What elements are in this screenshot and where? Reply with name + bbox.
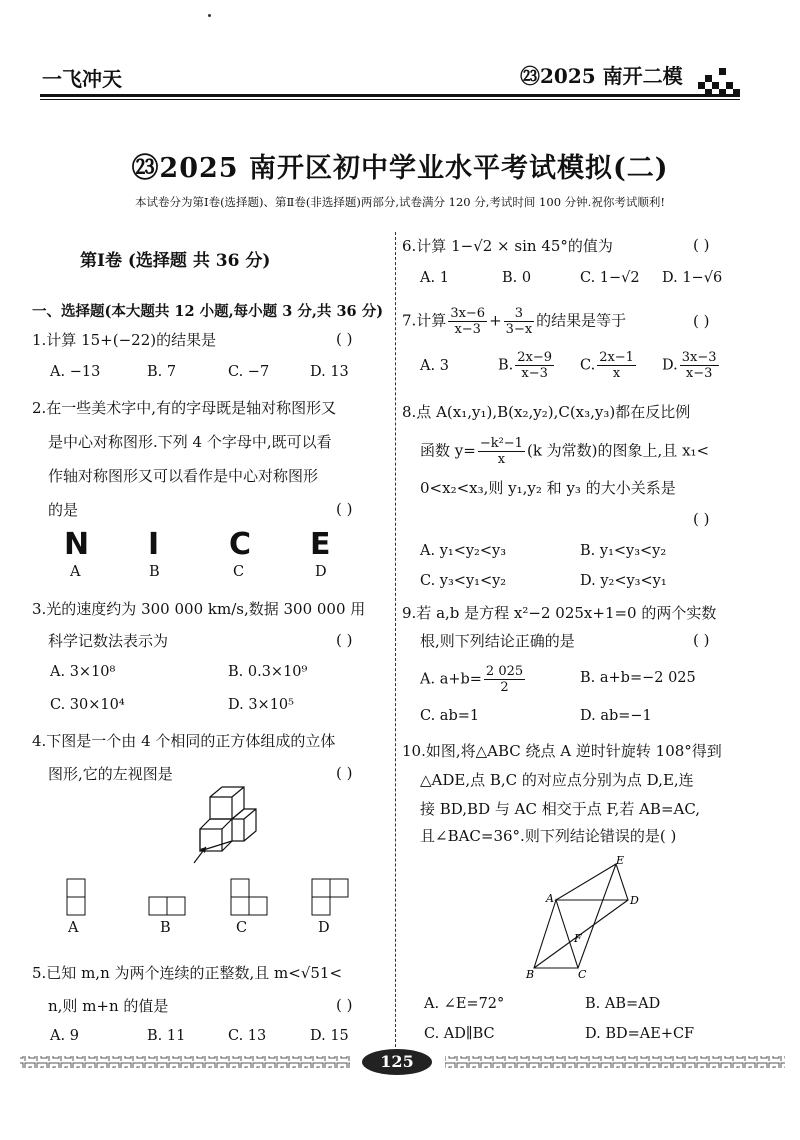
q7-b-label: B. bbox=[498, 357, 514, 374]
q8-answer-paren: ( ) bbox=[693, 510, 710, 528]
q7-pre: 7.计算 bbox=[402, 311, 447, 330]
q8-line1: 8.点 A(x₁,y₁),B(x₂,y₂),C(x₃,y₃)都在反比例 bbox=[402, 403, 691, 421]
q10-option-b: B. AB=AD bbox=[585, 996, 661, 1012]
q3-option-b: B. 0.3×10⁹ bbox=[228, 664, 308, 680]
q5-option-a: A. 9 bbox=[50, 1028, 79, 1044]
point-a-label: A bbox=[546, 892, 554, 905]
q4-label-b: B bbox=[160, 920, 171, 936]
q7-fraction-1 bbox=[448, 306, 487, 337]
q8-numerator: −k²−1 bbox=[479, 436, 523, 451]
point-f-label: F bbox=[574, 932, 582, 945]
q7-b-denominator: x−3 bbox=[521, 366, 548, 381]
brand-logo: 一飞冲天 bbox=[42, 67, 122, 91]
q6-answer-paren: ( ) bbox=[693, 236, 710, 254]
header-rule bbox=[40, 94, 740, 97]
q10-triangle-figure bbox=[520, 850, 650, 980]
q10-option-d: D. BD=AE+CF bbox=[585, 1026, 695, 1042]
q8-l2-post: (k 为常数)的图象上,且 x₁< bbox=[526, 441, 710, 460]
q10-option-a: A. ∠E=72° bbox=[424, 996, 505, 1012]
q1-option-b: B. 7 bbox=[147, 364, 177, 380]
q3-answer-paren: ( ) bbox=[336, 631, 353, 649]
section-title: 第Ⅰ卷 (选择题 共 36 分) bbox=[80, 251, 271, 271]
q7-post: 的结果是等于 bbox=[536, 311, 627, 330]
q7-d-fraction bbox=[680, 350, 719, 381]
q10-line1: 10.如图,将△ABC 绕点 A 逆时针旋转 108°得到 bbox=[402, 742, 722, 760]
q4-line1: 4.下图是一个由 4 个相同的正方体组成的立体 bbox=[32, 732, 336, 750]
q7-d-label: D. bbox=[662, 357, 678, 374]
triangle-abc bbox=[534, 900, 578, 968]
q10-line2: △ADE,点 B,C 的对应点分别为点 D,E,连 bbox=[420, 771, 694, 789]
q7-f1-numerator: 3x−6 bbox=[450, 306, 486, 321]
page-title: ㉓2025 南开区初中学业水平考试模拟(二) bbox=[131, 153, 669, 184]
q7-option-c bbox=[580, 350, 638, 381]
q8-denominator: x bbox=[497, 452, 506, 467]
q8-option-b: B. y₁<y₃<y₂ bbox=[580, 543, 667, 559]
q5-option-b: B. 11 bbox=[147, 1028, 186, 1044]
q7-c-denominator: x bbox=[612, 366, 621, 381]
q7-option-b bbox=[498, 350, 556, 381]
q7-f2-denominator: 3−x bbox=[505, 322, 533, 337]
q9-option-c: C. ab=1 bbox=[420, 708, 480, 724]
q4-option-c-view bbox=[230, 878, 270, 918]
q9-a-fraction bbox=[484, 664, 525, 695]
q7-f1-denominator: x−3 bbox=[454, 322, 481, 337]
q8-line3: 0<x₂<x₃,则 y₁,y₂ 和 y₃ 的大小关系是 bbox=[420, 479, 676, 497]
q6-option-a: A. 1 bbox=[420, 270, 449, 286]
triangle-ade bbox=[556, 864, 628, 900]
q7-option-a: A. 3 bbox=[420, 358, 449, 374]
q3-line1: 3.光的速度约为 300 000 km/s,数据 300 000 用 bbox=[32, 600, 366, 618]
q1-stem: 1.计算 15+(−22)的结果是 bbox=[32, 331, 217, 349]
q9-answer-paren: ( ) bbox=[693, 631, 710, 649]
point-c-label: C bbox=[578, 968, 587, 980]
point-e-label: E bbox=[616, 854, 625, 867]
q6-option-d: D. 1−√6 bbox=[662, 270, 723, 286]
point-d-label: D bbox=[630, 894, 639, 907]
point-b-label: B bbox=[526, 968, 535, 980]
speck bbox=[208, 14, 211, 17]
q4-option-b-view bbox=[148, 896, 188, 918]
q4-option-d-view bbox=[311, 878, 351, 918]
q7-b-numerator: 2x−9 bbox=[517, 350, 553, 365]
series-label: ㉓2025 南开二模 bbox=[520, 64, 683, 88]
q9-option-a bbox=[420, 664, 527, 695]
q7-answer-paren: ( ) bbox=[693, 312, 710, 330]
q2-label-b: B bbox=[149, 564, 160, 580]
q6-stem: 6.计算 1−√2 × sin 45°的值为 bbox=[402, 237, 613, 255]
q10-line4: 且∠BAC=36°.则下列结论错误的是( ) bbox=[420, 827, 677, 845]
letter-e: E bbox=[310, 527, 331, 562]
q3-line2: 科学记数法表示为 bbox=[48, 632, 169, 650]
q9-option-d: D. ab=−1 bbox=[580, 708, 652, 724]
q4-label-a: A bbox=[68, 920, 79, 936]
q7-b-fraction bbox=[515, 350, 554, 381]
q7-d-denominator: x−3 bbox=[685, 366, 713, 381]
q7-stem bbox=[402, 306, 626, 337]
q5-answer-paren: ( ) bbox=[336, 996, 353, 1014]
q8-option-a: A. y₁<y₂<y₃ bbox=[420, 543, 507, 559]
q4-answer-paren: ( ) bbox=[336, 764, 353, 782]
q8-fraction bbox=[478, 436, 525, 467]
q7-option-d bbox=[662, 350, 721, 381]
q5-line1: 5.已知 m,n 为两个连续的正整数,且 m<√51< bbox=[32, 964, 343, 982]
q7-c-label: C. bbox=[580, 357, 596, 374]
q8-l2-pre: 函数 y= bbox=[420, 441, 476, 460]
q7-c-numerator: 2x−1 bbox=[599, 350, 634, 365]
q9-option-b: B. a+b=−2 025 bbox=[580, 670, 696, 686]
q1-answer-paren: ( ) bbox=[336, 330, 353, 348]
q6-option-b: B. 0 bbox=[502, 270, 532, 286]
q2-label-c: C bbox=[233, 564, 245, 580]
q5-option-c: C. 13 bbox=[228, 1028, 267, 1044]
part-title: 一、选择题(本大题共 12 小题,每小题 3 分,共 36 分) bbox=[32, 303, 384, 320]
q2-line1: 2.在一些美术字中,有的字母既是轴对称图形又 bbox=[32, 399, 337, 417]
q1-option-c: C. −7 bbox=[228, 364, 270, 380]
q7-d-numerator: 3x−3 bbox=[681, 350, 717, 365]
letter-c: C bbox=[229, 527, 252, 562]
q9-a-denominator: 2 bbox=[500, 680, 509, 695]
q2-line3: 作轴对称图形又可以看作是中心对称图形 bbox=[48, 467, 319, 485]
q1-option-d: D. 13 bbox=[310, 364, 349, 380]
q8-option-c: C. y₃<y₁<y₂ bbox=[420, 573, 507, 589]
q10-line3: 接 BD,BD 与 AC 相交于点 F,若 AB=AC, bbox=[420, 800, 701, 818]
q5-option-d: D. 15 bbox=[310, 1028, 349, 1044]
checker-decoration bbox=[698, 68, 740, 96]
q7-fraction-2 bbox=[504, 306, 535, 337]
q8-line2 bbox=[420, 436, 709, 467]
q2-label-a: A bbox=[70, 564, 81, 580]
q4-option-a-view bbox=[66, 878, 86, 918]
q2-line4: 的是 bbox=[48, 501, 79, 519]
q9-line1: 9.若 a,b 是方程 x²−2 025x+1=0 的两个实数 bbox=[402, 604, 717, 622]
q9-a-pre: A. a+b= bbox=[420, 671, 482, 688]
q9-a-numerator: 2 025 bbox=[485, 664, 524, 679]
q2-answer-paren: ( ) bbox=[336, 500, 353, 518]
q9-line2: 根,则下列结论正确的是 bbox=[420, 632, 575, 650]
q7-c-fraction bbox=[597, 350, 636, 381]
q10-option-c: C. AD∥BC bbox=[424, 1026, 495, 1042]
q4-label-d: D bbox=[318, 920, 330, 936]
q8-option-d: D. y₂<y₃<y₁ bbox=[580, 573, 667, 589]
q1-option-a: A. −13 bbox=[50, 364, 101, 380]
q3-option-a: A. 3×10⁸ bbox=[50, 664, 116, 680]
segment-ce bbox=[578, 864, 616, 968]
q3-option-d: D. 3×10⁵ bbox=[228, 697, 294, 713]
column-divider bbox=[395, 232, 396, 1052]
q2-line2: 是中心对称图形.下列 4 个字母中,既可以看 bbox=[48, 433, 332, 451]
q2-label-d: D bbox=[315, 564, 327, 580]
header-rule-thin bbox=[40, 99, 740, 100]
q4-label-c: C bbox=[236, 920, 248, 936]
cube-stack-figure bbox=[188, 785, 268, 865]
exam-instructions: 本试卷分为第Ⅰ卷(选择题)、第Ⅱ卷(非选择题)两部分,试卷满分 120 分,考试时间 100 分钟.祝你考试顺利! bbox=[135, 195, 665, 209]
q3-option-c: C. 30×10⁴ bbox=[50, 697, 125, 713]
q7-plus: + bbox=[489, 311, 502, 330]
q4-line2: 图形,它的左视图是 bbox=[48, 765, 173, 783]
letter-n: N bbox=[64, 527, 90, 562]
q5-line2: n,则 m+n 的值是 bbox=[48, 997, 169, 1015]
letter-i: I bbox=[148, 527, 160, 562]
q7-f2-numerator: 3 bbox=[504, 306, 535, 322]
q6-option-c: C. 1−√2 bbox=[580, 270, 640, 286]
page-number: 125 bbox=[362, 1049, 432, 1075]
